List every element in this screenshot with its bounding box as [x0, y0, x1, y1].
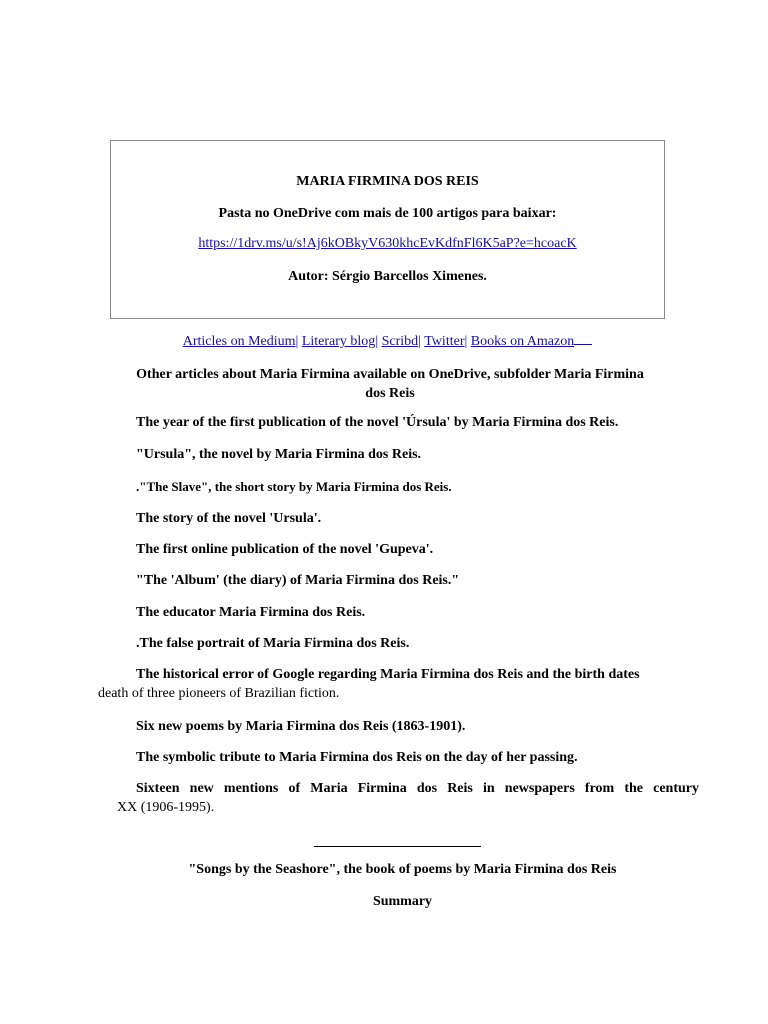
article-item: The year of the first publication of the novel 'Úrsula' by Maria Firmina dos Reis. — [136, 415, 619, 430]
article-item: Six new poems by Maria Firmina dos Reis (1863-1901). — [136, 719, 466, 734]
separator-1: | — [295, 334, 299, 349]
onedrive-link[interactable]: https://1drv.ms/u/s!Aj6kOBkyV630khcEvKdfnFl6K5aP?e=hcoacK — [198, 236, 577, 251]
article-item-multiline — [98, 665, 699, 703]
separator-2: | — [375, 334, 379, 349]
separator-4: | — [464, 334, 468, 349]
article-item-text: Sixteen new mentions of Maria Firmina dos Reis in newspapers from the century — [136, 781, 699, 796]
article-item: "The 'Album' (the diary) of Maria Firmina dos Reis." — [136, 573, 460, 588]
onedrive-folder-text: Pasta no OneDrive com mais de 100 artigos para baixar: — [218, 206, 557, 221]
article-item-continuation: death of three pioneers of Brazilian fiction. — [98, 686, 340, 701]
article-item-continuation: XX (1906-1995). — [117, 800, 215, 815]
summary-heading: Summary — [372, 894, 433, 909]
article-item: The first online publication of the novel 'Gupeva'. — [136, 542, 434, 557]
nav-links — [110, 332, 665, 350]
article-item: .The false portrait of Maria Firmina dos Reis. — [136, 636, 410, 651]
medium-link[interactable]: Articles on Medium — [182, 334, 296, 349]
twitter-link[interactable]: Twitter — [424, 334, 465, 349]
article-item: The story of the novel 'Ursula'. — [136, 511, 322, 526]
article-item: ."The Slave", the short story by Maria Firmina dos Reis. — [136, 479, 452, 494]
article-item-multiline — [117, 779, 699, 817]
literary-blog-link[interactable]: Literary blog — [301, 334, 376, 349]
other-articles-intro: Other articles about Maria Firmina available on OneDrive, subfolder Maria Firmina dos Reis — [136, 367, 644, 401]
link-underline-trail — [574, 332, 592, 345]
article-item-text: The historical error of Google regarding Maria Firmina dos Reis and the birth dates — [136, 667, 640, 682]
article-item: The educator Maria Firmina dos Reis. — [136, 605, 366, 620]
amazon-link[interactable]: Books on Amazon — [470, 334, 575, 349]
separator-3: | — [418, 334, 421, 349]
document-title: MARIA FIRMINA DOS REIS — [296, 174, 479, 189]
article-item: The symbolic tribute to Maria Firmina dos Reis on the day of her passing. — [136, 750, 578, 765]
scribd-link[interactable]: Scribd — [381, 334, 419, 349]
article-item: "Ursula", the novel by Maria Firmina dos Reis. — [136, 447, 422, 462]
section-divider — [314, 846, 481, 847]
book-title: "Songs by the Seashore", the book of poems by Maria Firmina dos Reis — [188, 862, 617, 877]
author-line: Autor: Sérgio Barcellos Ximenes. — [288, 269, 487, 284]
header-box — [110, 140, 665, 319]
